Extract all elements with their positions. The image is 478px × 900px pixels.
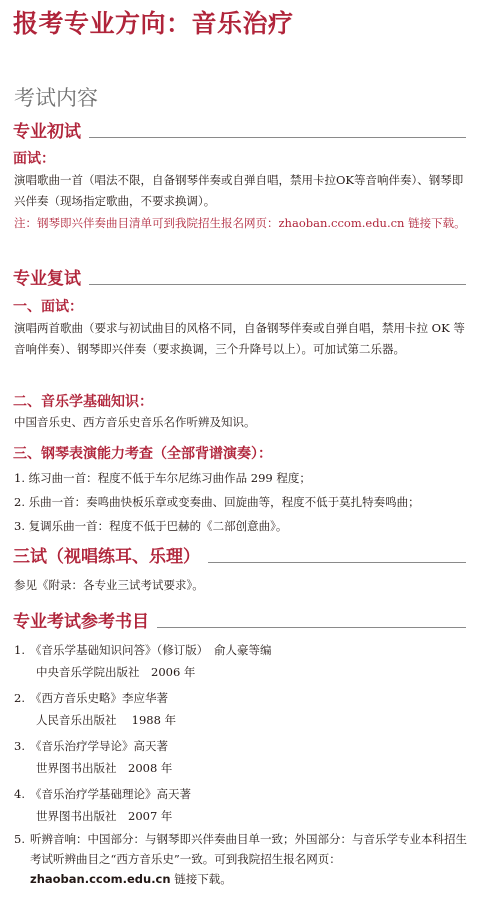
- page-title: 报考专业方向：音乐治疗: [13, 9, 294, 38]
- page-subtitle: 考试内容: [14, 86, 98, 110]
- retest-part3-label: 三、钢琴表演能力考查（全部背谱演奏）：: [13, 446, 272, 462]
- retest-part1-label: 一、面试：: [13, 299, 83, 315]
- reference-number: 5.: [14, 832, 25, 846]
- list-item: 3. 复调乐曲一首：程度不低于巴赫的《二部创意曲》。: [14, 519, 288, 533]
- reference-publisher: 中央音乐学院出版社 2006 年: [36, 665, 196, 679]
- section-references-heading: [13, 608, 466, 634]
- retest-part2-text: 中国音乐史、西方音乐史音乐名作听辨及知识。: [14, 415, 256, 429]
- preliminary-interview-text: 演唱歌曲一首（唱法不限，自备钢琴伴奏或自弹自唱，禁用卡拉OK等音响伴奏）、钢琴即兴伴奏（现场指定歌曲，不要求换调）。: [14, 173, 464, 208]
- section-references-label: 专业考试参考书目: [13, 612, 149, 632]
- reference-title: 《西方音乐史略》李应华著: [30, 691, 168, 705]
- section-divider: [157, 627, 466, 628]
- reference-item: [14, 783, 468, 827]
- reference-number: 2.: [14, 691, 25, 705]
- reference-title: 《音乐学基础知识问答》（修订版） 俞人豪等编: [30, 643, 272, 657]
- list-item: 2. 乐曲一首：奏鸣曲快板乐章或变奏曲、回旋曲等，程度不低于莫扎特奏鸣曲；: [14, 495, 420, 509]
- preliminary-interview-label: 面试：: [13, 151, 55, 167]
- section-retest-heading: [13, 265, 466, 291]
- reference-item: [14, 735, 468, 779]
- third-text: 参见《附录：各专业三试考试要求》。: [14, 578, 204, 592]
- reference-title: 《音乐治疗学导论》高天著: [30, 739, 168, 753]
- section-preliminary-heading: [13, 118, 466, 144]
- preliminary-note: 注：钢琴即兴伴奏曲目清单可到我院招生报名网页：zhaoban.ccom.edu.cn 链接下载。: [14, 216, 466, 230]
- section-third-label: 三试（视唱练耳、乐理）: [13, 547, 200, 567]
- section-divider: [89, 137, 466, 138]
- section-retest-label: 专业复试: [13, 269, 81, 289]
- retest-part1-text: 演唱两首歌曲（要求与初试曲目的风格不同，自备钢琴伴奏或自弹自唱，禁用卡拉 OK 等音响伴奏）、钢琴即兴伴奏（要求换调，三个升降号以上）。可加试第二乐器。: [14, 321, 465, 356]
- section-divider: [208, 562, 466, 563]
- reference-number: 1.: [14, 643, 25, 657]
- reference-item: [14, 687, 468, 731]
- reference-number: 4.: [14, 787, 25, 801]
- reference-listening-text: [30, 829, 468, 889]
- reference-publisher: 世界图书出版社 2008 年: [36, 761, 173, 775]
- reference-item: [14, 829, 468, 889]
- reference-listening-desc: 听辨音响：中国部分：与钢琴即兴伴奏曲目单一致；外国部分：与音乐学专业本科招生考试听辨曲目之“西方音乐史”一致。可到我院招生报名网页：: [30, 832, 467, 866]
- section-third-heading: [13, 543, 466, 569]
- reference-title: 《音乐治疗学基础理论》高天著: [30, 787, 191, 801]
- list-item: 1. 练习曲一首：程度不低于车尔尼练习曲作品 299 程度；: [14, 471, 311, 485]
- reference-publisher: 人民音乐出版社 1988 年: [36, 713, 177, 727]
- reference-item: [14, 639, 468, 683]
- reference-publisher: 世界图书出版社 2007 年: [36, 809, 173, 823]
- registration-url: zhaoban.ccom.edu.cn: [30, 872, 171, 886]
- retest-part2-label: 二、音乐学基础知识：: [13, 394, 153, 410]
- reference-listening-tail: 链接下载。: [170, 872, 232, 886]
- section-divider: [89, 284, 466, 285]
- section-preliminary-label: 专业初试: [13, 122, 81, 142]
- reference-number: 3.: [14, 739, 25, 753]
